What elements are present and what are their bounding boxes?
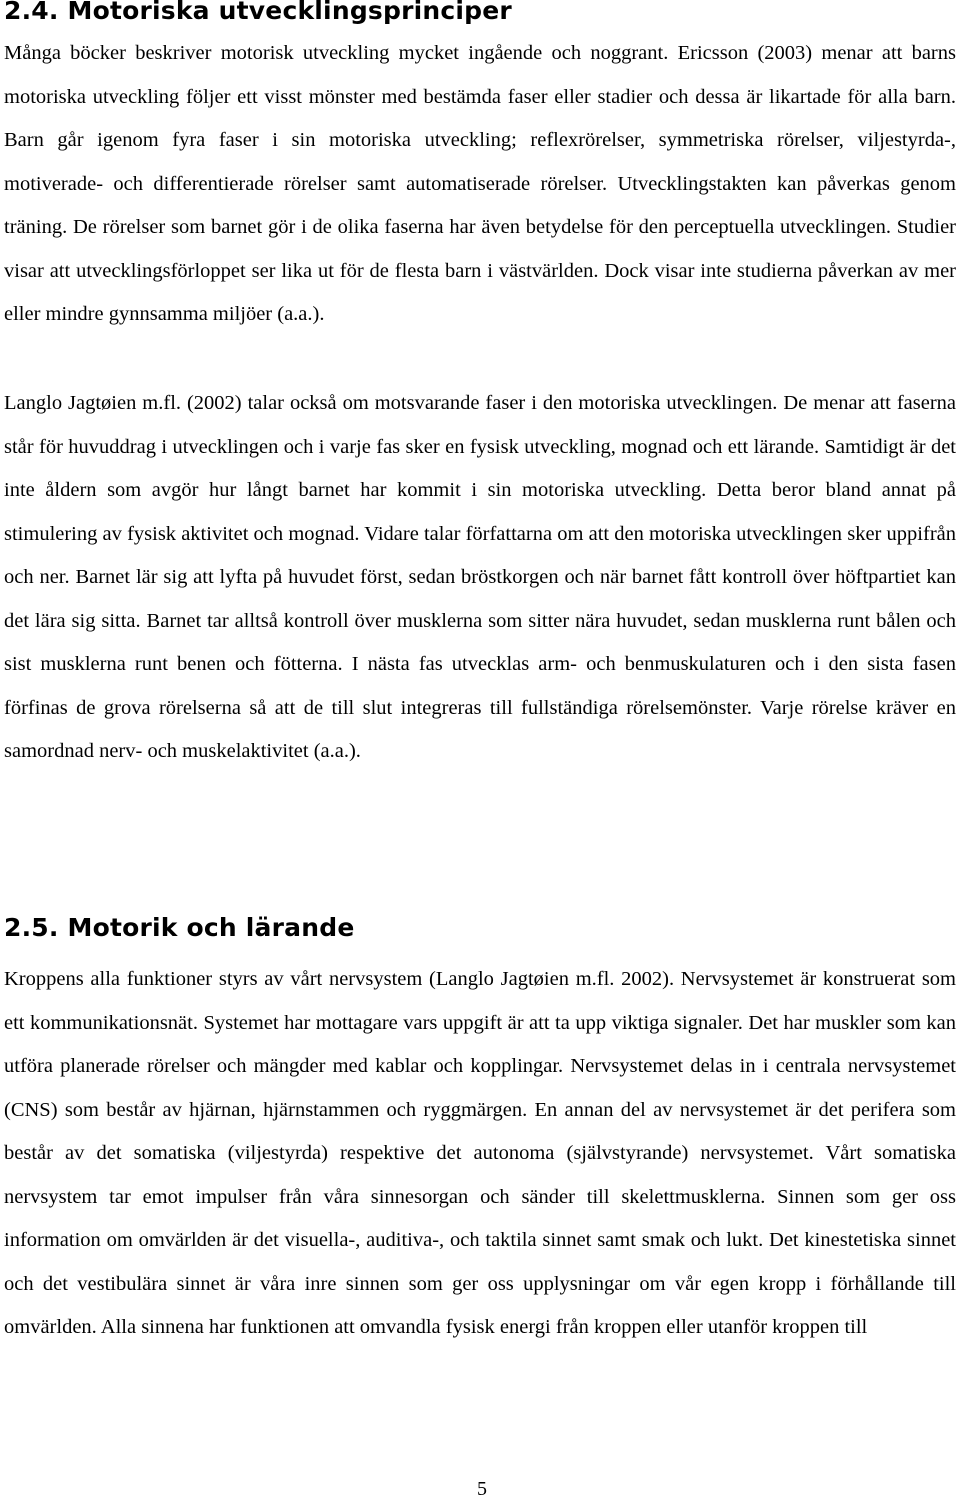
page-number: 5 [477,1478,487,1500]
paragraph-2: Langlo Jagtøien m.fl. (2002) talar också om motsvarande faser i den motoriska utvecklingen. De menar att faserna står för huvuddrag i utvecklingen och i varje fas sker en fysisk utveckling, mognad och ett lärande. Samtidigt är det inte åldern som avgör hur långt barnet har kommit i sin motoriska utveckling. Detta beror bland annat på stimulering av fysisk aktivitet och mognad. Vidare talar författarna om att den motoriska utvecklingen sker uppifrån och ner. Barnet lär sig att lyfta på huvudet först, sedan bröstkorgen och när barnet fått kontroll över höftpartiet kan det lära sig sitta. Barnet tar alltså kontroll över musklerna som sitter nära huvudet, sedan musklerna runt bålen och sist musklerna runt benen och fötterna. I nästa fas utvecklas arm- och benmuskulaturen och i den sista fasen förfinas de grova rörelserna så att de till slut integreras till fullständiga rörelsemönster. Varje rörelse kräver en samordnad nerv- och muskelaktivitet (a.a.). [4,392,956,762]
section-heading-2-5: 2.5. Motorik och lärande [4,913,355,942]
paragraph-3: Kroppens alla funktioner styrs av vårt nervsystem (Langlo Jagtøien m.fl. 2002). Nervsystemet är konstruerat som ett kommunikationsnät. Systemet har mottagare vars uppgift är att ta upp viktiga signaler. Det har muskler som kan utföra planerade rörelser och mängder med kablar och kopplingar. Nervsystemet delas in i centrala nervsystemet (CNS) som består av hjärnan, hjärnstammen och ryggmärgen. En annan del av nervsystemet är det perifera som består av det somatiska (viljestyrda) respektive det autonoma (självstyrande) nervsystemet. Vårt somatiska nervsystem tar emot impulser från våra sinnesorgan och sänder till skelettmusklerna. Sinnen som ger oss information om omvärlden är det visuella-, auditiva-, och taktila sinnet samt smak och lukt. Det kinestetiska sinnet och det vestibulära sinnet är våra inre sinnen som ger oss upplysningar om vår egen kropp i förhållande till omvärlden. Alla sinnena har funktionen att omvandla fysisk energi från kroppen eller utanför kroppen till [4,968,956,1338]
paragraph-1: Många böcker beskriver motorisk utveckling mycket ingående och noggrant. Ericsson (2003) menar att barns motoriska utveckling följer ett visst mönster med bestämda faser eller stadier och dessa är likartade för alla barn. Barn går igenom fyra faser i sin motoriska utveckling; reflexrörelser, symmetriska rörelser, viljestyrda-, motiverade- och differentierade rörelser samt automatiserade rörelser. Utvecklingstakten kan påverkas genom träning. De rörelser som barnet gör i de olika faserna har även betydelse för den perceptuella utvecklingen. Studier visar att utvecklingsförloppet ser lika ut för de flesta barn i västvärlden. Dock visar inte studierna påverkan av mer eller mindre gynnsamma miljöer (a.a.). [4,42,956,325]
section-heading-2-4: 2.4. Motoriska utvecklingsprinciper [4,0,512,25]
